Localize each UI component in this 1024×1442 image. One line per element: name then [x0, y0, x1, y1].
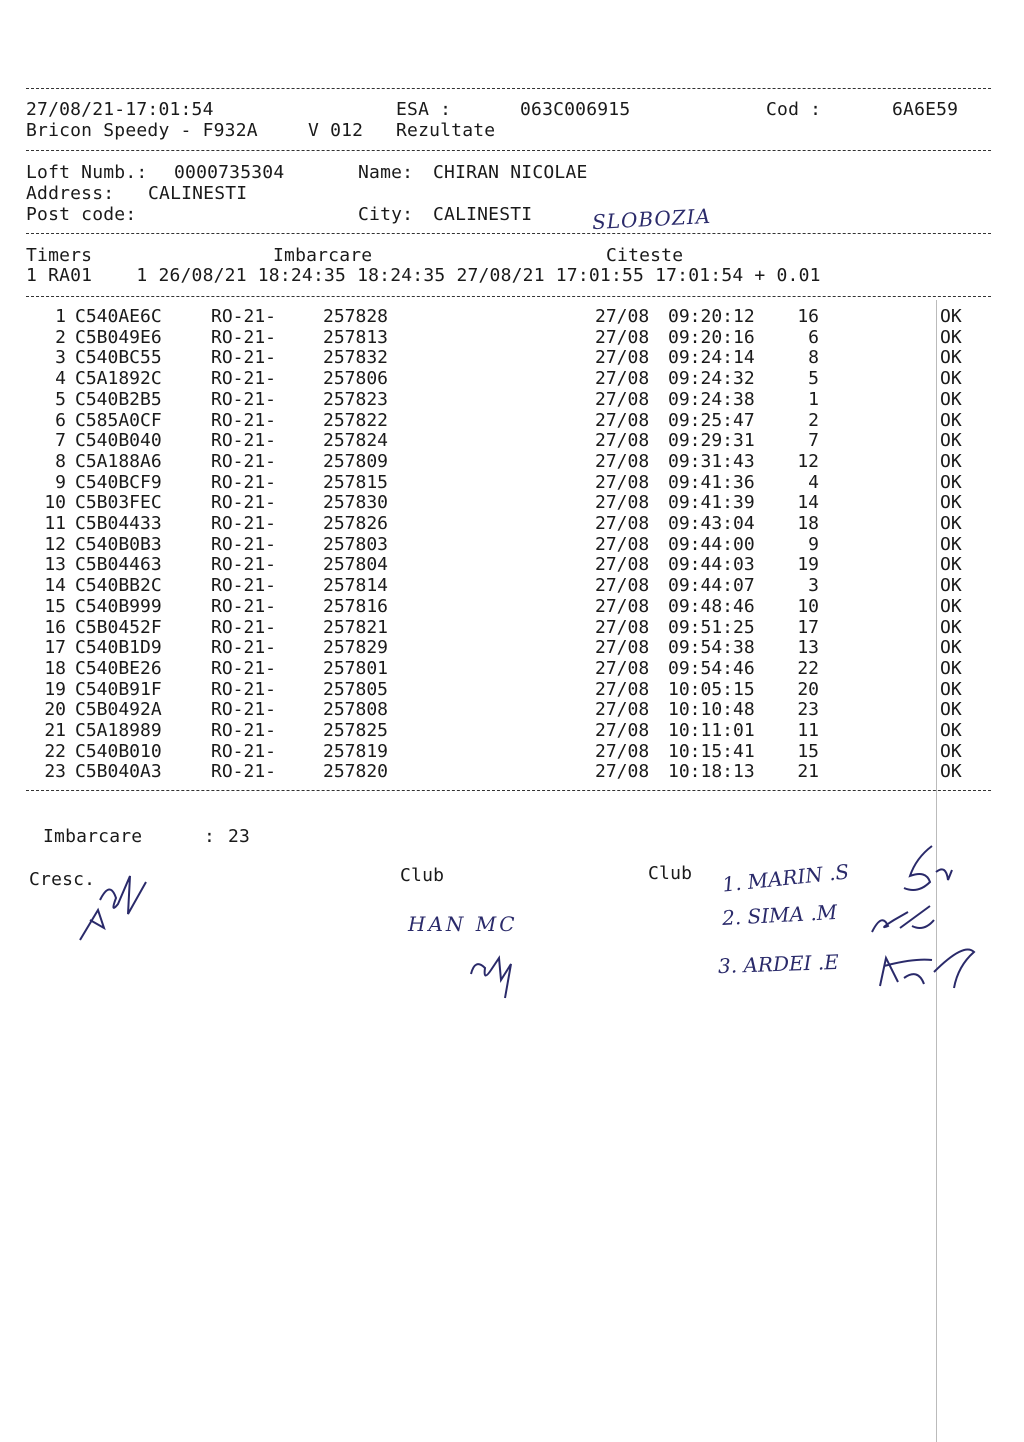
arrival-time: 10:15:41 — [668, 740, 755, 762]
status: OK — [940, 388, 962, 410]
ring-code: C540BC55 — [75, 347, 162, 369]
postcode-label: Post code: — [26, 204, 137, 225]
ring-series: RO-21- — [211, 306, 277, 327]
status: OK — [940, 699, 962, 721]
position: 10 — [797, 595, 819, 617]
ring-number: 257832 — [323, 347, 389, 369]
ring-code: C585A0CF — [75, 409, 162, 431]
position: 12 — [797, 450, 819, 472]
loft-label: Loft Numb.: — [26, 162, 148, 183]
table-row — [0, 576, 1024, 596]
ring-number: 257813 — [323, 326, 389, 348]
row-index: 17 — [44, 637, 66, 659]
separator-top — [26, 88, 991, 89]
ring-series: RO-21- — [211, 554, 277, 576]
status: OK — [940, 450, 962, 472]
row-index: 14 — [44, 575, 66, 597]
city-value: CALINESTI — [433, 204, 533, 225]
ring-code: C5B0452F — [75, 616, 162, 638]
ring-code: C540BE26 — [75, 657, 162, 679]
ring-series: RO-21- — [211, 471, 277, 493]
arrival-date: 27/08 — [595, 575, 650, 597]
ring-number: 257815 — [323, 471, 389, 493]
ring-code: C540B040 — [75, 430, 162, 452]
row-index: 7 — [55, 430, 66, 452]
ring-number: 257824 — [323, 430, 389, 452]
ring-code: C5B040A3 — [75, 761, 162, 783]
timer-row: 1 RA01 1 26/08/21 18:24:35 18:24:35 27/08/21 17:01:55 17:01:54 + 0.01 — [26, 265, 821, 286]
status: OK — [940, 347, 962, 369]
arrival-date: 27/08 — [595, 740, 650, 762]
city-label: City: — [358, 204, 414, 225]
citeste-label: Citeste — [606, 245, 684, 266]
footer-imbarcare-count: 23 — [228, 826, 251, 847]
status: OK — [940, 720, 962, 741]
arrival-time: 10:05:15 — [668, 678, 755, 700]
row-index: 16 — [44, 616, 66, 638]
status: OK — [940, 492, 962, 514]
arrival-date: 27/08 — [595, 347, 650, 369]
position: 3 — [808, 575, 819, 597]
arrival-date: 27/08 — [595, 492, 650, 514]
header-esa-label: ESA : — [396, 99, 452, 120]
table-row — [0, 638, 1024, 658]
position: 4 — [808, 471, 819, 493]
status: OK — [940, 616, 962, 638]
footer-imbarcare-sep: : — [204, 826, 216, 847]
row-index: 8 — [55, 450, 66, 472]
table-row — [0, 514, 1024, 534]
ring-code: C540B999 — [75, 595, 162, 617]
row-index: 5 — [55, 388, 66, 410]
ring-series: RO-21- — [211, 678, 277, 700]
ring-code: C5B04433 — [75, 513, 162, 534]
ring-series: RO-21- — [211, 450, 277, 472]
status: OK — [940, 575, 962, 597]
position: 6 — [808, 326, 819, 348]
table-row — [0, 369, 1024, 389]
arrival-time: 09:44:07 — [668, 575, 755, 597]
position: 21 — [797, 761, 819, 783]
witness-1-signature — [896, 842, 956, 900]
arrival-time: 10:18:13 — [668, 761, 755, 783]
row-index: 22 — [44, 740, 66, 762]
table-row — [0, 307, 1024, 327]
witness-2-signature — [868, 902, 940, 938]
ring-series: RO-21- — [211, 637, 277, 659]
ring-code: C540B91F — [75, 678, 162, 700]
header-version: V 012 — [308, 120, 364, 141]
ring-series: RO-21- — [211, 492, 277, 514]
ring-number: 257804 — [323, 554, 389, 576]
ring-code: C5A1892C — [75, 368, 162, 390]
ring-code: C540BB2C — [75, 575, 162, 597]
ring-series: RO-21- — [211, 533, 277, 555]
position: 18 — [797, 513, 819, 534]
status: OK — [940, 595, 962, 617]
arrival-time: 09:31:43 — [668, 450, 755, 472]
arrival-time: 09:24:32 — [668, 368, 755, 390]
row-index: 18 — [44, 657, 66, 679]
status: OK — [940, 471, 962, 493]
table-row — [0, 473, 1024, 493]
arrival-time: 09:25:47 — [668, 409, 755, 431]
table-row — [0, 493, 1024, 513]
position: 17 — [797, 616, 819, 638]
name-value: CHIRAN NICOLAE — [433, 162, 588, 183]
status: OK — [940, 409, 962, 431]
ring-number: 257803 — [323, 533, 389, 555]
ring-code: C540AE6C — [75, 306, 162, 327]
status: OK — [940, 740, 962, 762]
cresc-signature — [70, 870, 160, 950]
position: 13 — [797, 637, 819, 659]
row-index: 12 — [44, 533, 66, 555]
status: OK — [940, 637, 962, 659]
header-cod-value: 6A6E59 — [892, 99, 959, 120]
table-row — [0, 762, 1024, 782]
table-row — [0, 328, 1024, 348]
arrival-time: 09:20:12 — [668, 306, 755, 327]
ring-series: RO-21- — [211, 368, 277, 390]
ring-series: RO-21- — [211, 761, 277, 783]
arrival-date: 27/08 — [595, 699, 650, 721]
ring-series: RO-21- — [211, 388, 277, 410]
arrival-time: 09:20:16 — [668, 326, 755, 348]
row-index: 23 — [44, 761, 66, 783]
row-index: 4 — [55, 368, 66, 390]
arrival-date: 27/08 — [595, 616, 650, 638]
separator-results — [26, 790, 991, 791]
row-index: 20 — [44, 699, 66, 721]
position: 9 — [808, 533, 819, 555]
ring-number: 257825 — [323, 720, 389, 741]
row-index: 19 — [44, 678, 66, 700]
row-index: 21 — [44, 720, 66, 741]
ring-series: RO-21- — [211, 409, 277, 431]
ring-number: 257829 — [323, 637, 389, 659]
ring-series: RO-21- — [211, 740, 277, 762]
ring-code: C5B0492A — [75, 699, 162, 721]
row-index: 1 — [55, 306, 66, 327]
position: 23 — [797, 699, 819, 721]
arrival-date: 27/08 — [595, 595, 650, 617]
ring-code: C5A18989 — [75, 720, 162, 741]
position: 19 — [797, 554, 819, 576]
ring-number: 257808 — [323, 699, 389, 721]
ring-number: 257806 — [323, 368, 389, 390]
table-row — [0, 700, 1024, 720]
separator-timers — [26, 296, 991, 297]
status: OK — [940, 326, 962, 348]
arrival-time: 09:24:38 — [668, 388, 755, 410]
table-row — [0, 535, 1024, 555]
table-row — [0, 411, 1024, 431]
row-index: 10 — [44, 492, 66, 514]
position: 16 — [797, 306, 819, 327]
ring-number: 257819 — [323, 740, 389, 762]
ring-number: 257805 — [323, 678, 389, 700]
table-row — [0, 618, 1024, 638]
table-row — [0, 348, 1024, 368]
header-datetime: 27/08/21-17:01:54 — [26, 99, 214, 120]
row-index: 6 — [55, 409, 66, 431]
header-device: Bricon Speedy - F932A — [26, 120, 258, 141]
arrival-time: 09:44:03 — [668, 554, 755, 576]
ring-number: 257821 — [323, 616, 389, 638]
ring-series: RO-21- — [211, 326, 277, 348]
ring-number: 257816 — [323, 595, 389, 617]
arrival-time: 10:11:01 — [668, 720, 755, 741]
status: OK — [940, 533, 962, 555]
row-index: 2 — [55, 326, 66, 348]
position: 7 — [808, 430, 819, 452]
row-index: 13 — [44, 554, 66, 576]
arrival-date: 27/08 — [595, 450, 650, 472]
arrival-date: 27/08 — [595, 326, 650, 348]
status: OK — [940, 513, 962, 534]
position: 1 — [808, 388, 819, 410]
ring-series: RO-21- — [211, 657, 277, 679]
footer-imbarcare-label: Imbarcare — [43, 826, 143, 847]
separator-fancier — [26, 233, 991, 234]
ring-series: RO-21- — [211, 595, 277, 617]
ring-code: C5A188A6 — [75, 450, 162, 472]
row-index: 9 — [55, 471, 66, 493]
witness-3: 3. ARDEI .E — [717, 949, 840, 979]
club-label-1: Club — [400, 865, 445, 886]
table-row — [0, 721, 1024, 741]
arrival-date: 27/08 — [595, 637, 650, 659]
arrival-time: 09:43:04 — [668, 513, 755, 534]
arrival-time: 09:24:14 — [668, 347, 755, 369]
ring-number: 257809 — [323, 450, 389, 472]
timers-label: Timers — [26, 245, 93, 266]
table-row — [0, 597, 1024, 617]
arrival-date: 27/08 — [595, 306, 650, 327]
ring-series: RO-21- — [211, 575, 277, 597]
arrival-time: 09:41:39 — [668, 492, 755, 514]
club-label-2: Club — [648, 863, 693, 884]
city-handwritten-note: SLOBOZIA — [591, 203, 712, 235]
arrival-time: 09:51:25 — [668, 616, 755, 638]
arrival-time: 09:54:46 — [668, 657, 755, 679]
arrival-date: 27/08 — [595, 368, 650, 390]
ring-code: C540B2B5 — [75, 388, 162, 410]
arrival-date: 27/08 — [595, 471, 650, 493]
ring-code: C5B04463 — [75, 554, 162, 576]
ring-code: C5B03FEC — [75, 492, 162, 514]
arrival-date: 27/08 — [595, 761, 650, 783]
header-cod-label: Cod : — [766, 99, 822, 120]
witness-1: 1. MARIN .S — [721, 859, 851, 897]
ring-series: RO-21- — [211, 430, 277, 452]
ring-number: 257823 — [323, 388, 389, 410]
arrival-date: 27/08 — [595, 657, 650, 679]
status: OK — [940, 554, 962, 576]
arrival-time: 09:41:36 — [668, 471, 755, 493]
position: 15 — [797, 740, 819, 762]
table-row — [0, 742, 1024, 762]
separator-header — [26, 150, 991, 151]
position: 22 — [797, 657, 819, 679]
position: 20 — [797, 678, 819, 700]
cresc-label: Cresc. — [29, 869, 96, 890]
arrival-date: 27/08 — [595, 678, 650, 700]
arrival-date: 27/08 — [595, 513, 650, 534]
name-label: Name: — [358, 162, 414, 183]
status: OK — [940, 657, 962, 679]
arrival-date: 27/08 — [595, 720, 650, 741]
header-report: Rezultate — [396, 120, 496, 141]
address-label: Address: — [26, 183, 115, 204]
ring-series: RO-21- — [211, 347, 277, 369]
header-esa-value: 063C006915 — [520, 99, 631, 120]
status: OK — [940, 678, 962, 700]
witness-3-signature — [874, 938, 984, 994]
ring-number: 257814 — [323, 575, 389, 597]
arrival-time: 09:44:00 — [668, 533, 755, 555]
ring-code: C540BCF9 — [75, 471, 162, 493]
ring-code: C540B010 — [75, 740, 162, 762]
ring-series: RO-21- — [211, 616, 277, 638]
imbarcare-label: Imbarcare — [273, 245, 373, 266]
row-index: 11 — [44, 513, 66, 534]
ring-code: C5B049E6 — [75, 326, 162, 348]
ring-series: RO-21- — [211, 720, 277, 741]
status: OK — [940, 368, 962, 390]
position: 14 — [797, 492, 819, 514]
ring-number: 257801 — [323, 657, 389, 679]
arrival-date: 27/08 — [595, 554, 650, 576]
status: OK — [940, 306, 962, 327]
status: OK — [940, 761, 962, 783]
ring-series: RO-21- — [211, 513, 277, 534]
ring-number: 257822 — [323, 409, 389, 431]
arrival-date: 27/08 — [595, 533, 650, 555]
ring-number: 257830 — [323, 492, 389, 514]
ring-code: C540B0B3 — [75, 533, 162, 555]
table-row — [0, 431, 1024, 451]
table-row — [0, 452, 1024, 472]
address-value: CALINESTI — [148, 183, 248, 204]
ring-number: 257826 — [323, 513, 389, 534]
table-row — [0, 659, 1024, 679]
arrival-time: 09:48:46 — [668, 595, 755, 617]
ring-series: RO-21- — [211, 699, 277, 721]
position: 8 — [808, 347, 819, 369]
ring-number: 257820 — [323, 761, 389, 783]
loft-value: 0000735304 — [174, 162, 285, 183]
witness-2: 2. SIMA .M — [721, 900, 838, 930]
position: 11 — [797, 720, 819, 741]
arrival-time: 09:29:31 — [668, 430, 755, 452]
position: 5 — [808, 368, 819, 390]
row-index: 3 — [55, 347, 66, 369]
table-row — [0, 390, 1024, 410]
arrival-date: 27/08 — [595, 388, 650, 410]
status: OK — [940, 430, 962, 452]
arrival-time: 09:54:38 — [668, 637, 755, 659]
table-row — [0, 555, 1024, 575]
arrival-time: 10:10:48 — [668, 699, 755, 721]
position: 2 — [808, 409, 819, 431]
ring-code: C540B1D9 — [75, 637, 162, 659]
table-row — [0, 680, 1024, 700]
club1-handwritten: HAN MC — [408, 912, 518, 936]
ring-number: 257828 — [323, 306, 389, 327]
row-index: 15 — [44, 595, 66, 617]
club1-signature — [465, 948, 525, 1004]
arrival-date: 27/08 — [595, 409, 650, 431]
arrival-date: 27/08 — [595, 430, 650, 452]
